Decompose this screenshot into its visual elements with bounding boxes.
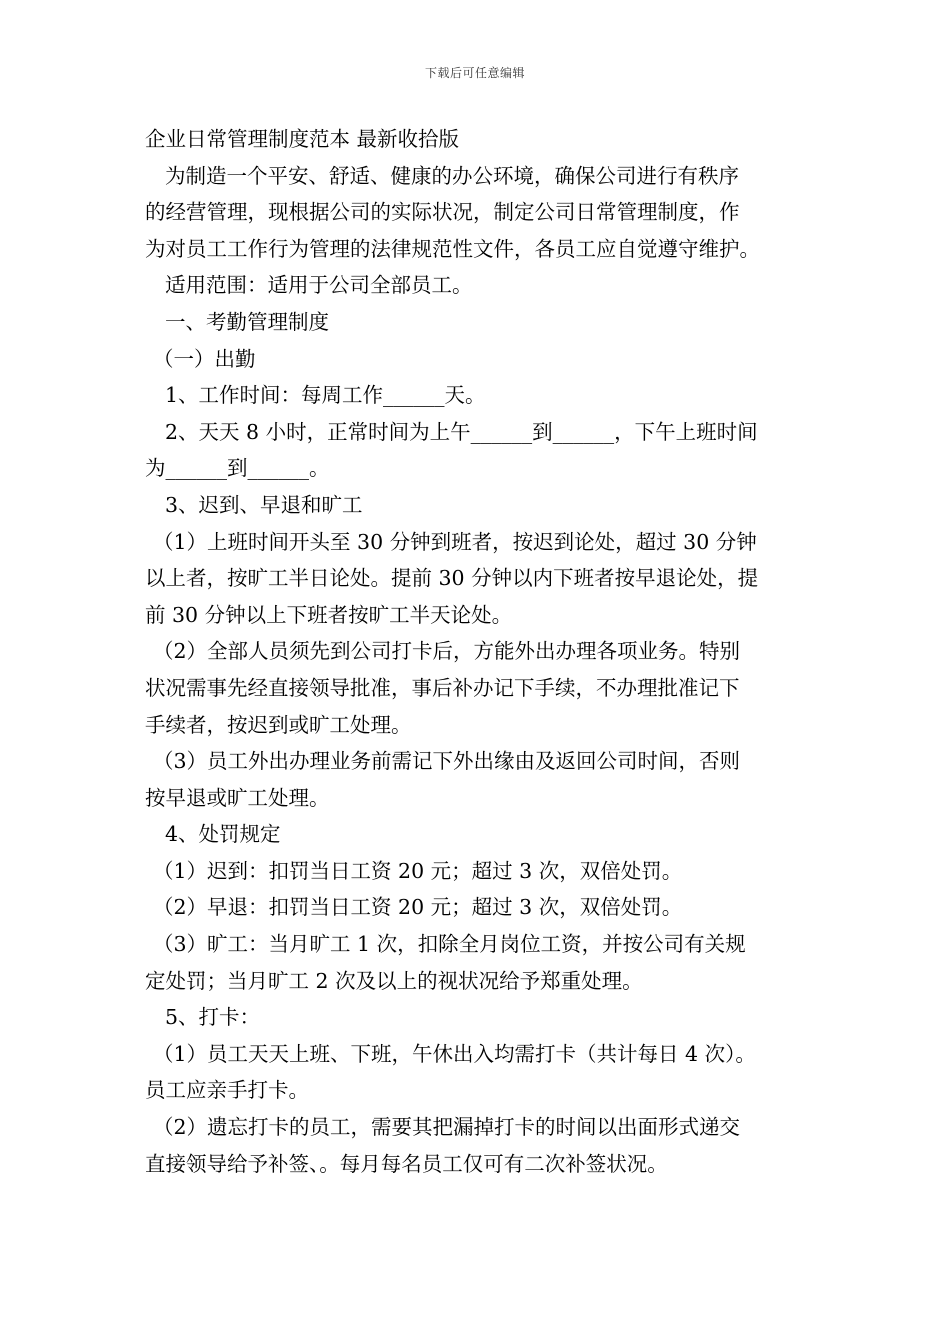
paragraph-line: 的经营管理，现根据公司的实际状况，制定公司日常管理制度，作 — [145, 200, 740, 225]
list-item: 5、打卡： — [165, 1005, 261, 1030]
list-item: （1）上班时间开头至 30 分钟到班者，按迟到论处，超过 30 分钟 — [153, 529, 757, 554]
subsection-heading: （一）出勤 — [153, 346, 256, 371]
paragraph-line: 前 30 分钟以上下班者按旷工半天论处。 — [145, 602, 513, 627]
paragraph-line: 为______到______。 — [145, 456, 330, 481]
paragraph-line: 定处罚；当月旷工 2 次及以上的视状况给予郑重处理。 — [145, 968, 643, 993]
paragraph-line: 为对员工工作行为管理的法律规范性文件，各员工应自觉遵守维护。 — [145, 236, 760, 261]
list-item: （2）全部人员须先到公司打卡后，方能外出办理各项业务。特别 — [153, 639, 741, 664]
paragraph-line: 为制造一个平安、舒适、健康的办公环境，确保公司进行有秩序 — [165, 163, 739, 188]
list-item: （2）遗忘打卡的员工，需要其把漏掉打卡的时间以出面形式递交 — [153, 1115, 741, 1140]
page-header: 下载后可任意编辑 — [424, 66, 525, 80]
list-item: （3）旷工：当月旷工 1 次，扣除全月岗位工资，并按公司有关规 — [153, 932, 746, 957]
paragraph-line: 按早退或旷工处理。 — [145, 785, 330, 810]
list-item: （2）早退：扣罚当日工资 20 元；超过 3 次，双倍处罚。 — [153, 895, 683, 920]
paragraph-line: 直接领导给予补签、。每月每名员工仅可有二次补签状况。 — [145, 1151, 668, 1176]
paragraph-line: 状况需事先经直接领导批准，事后补办记下手续，不办理批准记下 — [145, 675, 740, 700]
paragraph-line: 手续者，按迟到或旷工处理。 — [145, 712, 412, 737]
list-item: （1）员工天天上班、下班，午休出入均需打卡（共计每日 4 次）。 — [153, 1041, 756, 1066]
list-item: 4、处罚规定 — [165, 822, 281, 847]
paragraph-line: 适用范围：适用于公司全部员工。 — [165, 273, 473, 298]
list-item: 1、工作时间：每周工作______天。 — [165, 383, 486, 408]
paragraph-line: 以上者，按旷工半日论处。提前 30 分钟以内下班者按早退论处，提 — [145, 566, 759, 591]
list-item: （1）迟到：扣罚当日工资 20 元；超过 3 次，双倍处罚。 — [153, 858, 683, 883]
list-item: 3、迟到、早退和旷工 — [165, 492, 363, 517]
paragraph-line: 员工应亲手打卡。 — [145, 1078, 309, 1103]
document-body — [145, 121, 815, 1182]
document-title: 企业日常管理制度范本 最新收拾版 — [145, 127, 460, 151]
list-item: 2、天天 8 小时，正常时间为上午______到______，下午上班时间 — [165, 419, 758, 444]
section-heading: 一、考勤管理制度 — [165, 309, 329, 334]
list-item: （3）员工外出办理业务前需记下外出缘由及返回公司时间，否则 — [153, 749, 741, 774]
